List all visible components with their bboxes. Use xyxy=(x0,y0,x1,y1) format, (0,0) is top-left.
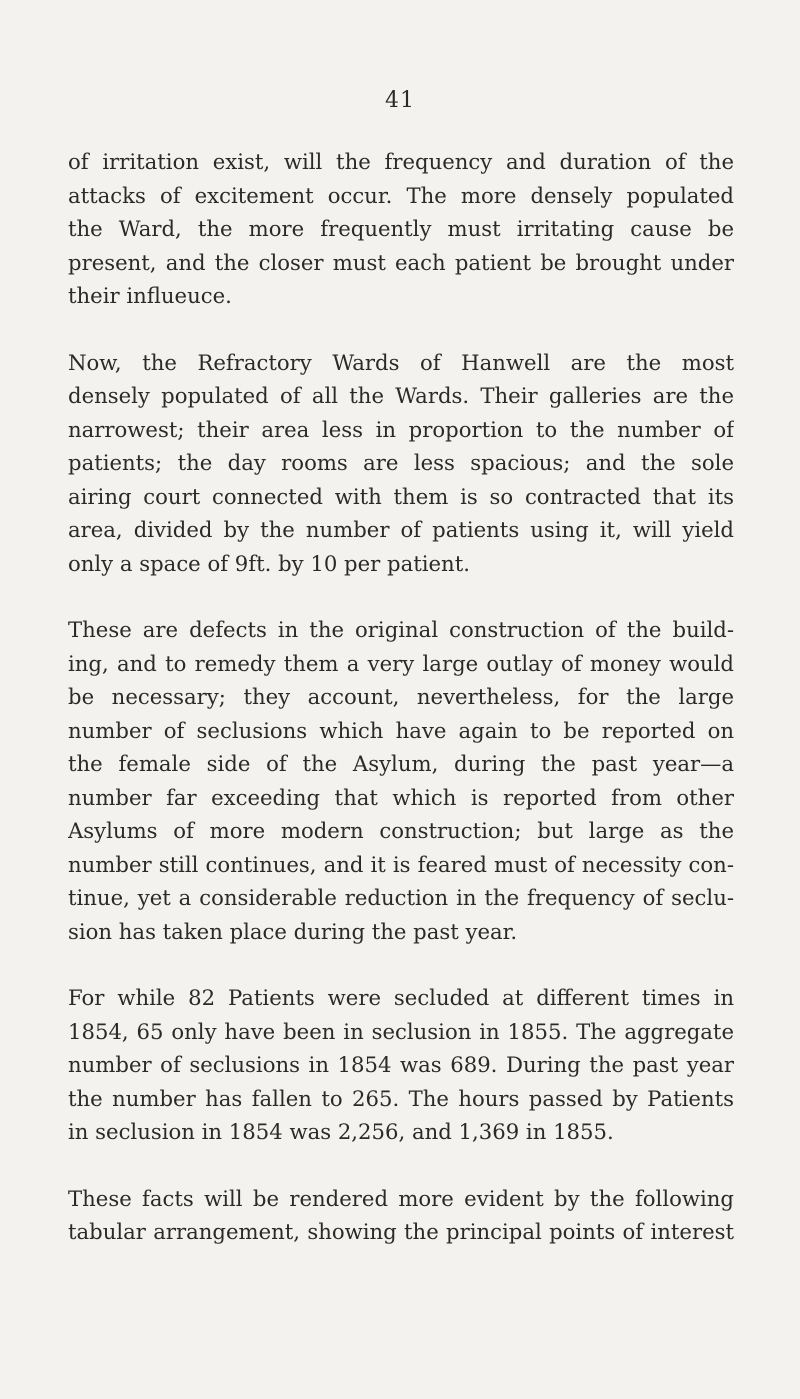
text-line: the number has fallen to 265. The hours passed by Patients xyxy=(68,1085,734,1111)
text-line: number far exceeding that which is reported from other xyxy=(68,784,734,810)
text-line: narrowest; their area less in proportion to the number of xyxy=(68,416,734,442)
text-line: These facts will be rendered more evident by the following xyxy=(68,1185,734,1211)
text-line: tabular arrangement, showing the principal points of interest xyxy=(68,1219,734,1244)
text-line: number still continues, and it is feared must of necessity con- xyxy=(68,851,734,877)
text-line: their influeuce. xyxy=(68,283,232,308)
text-line: ing, and to remedy them a very large outlay of money would xyxy=(68,650,734,676)
paragraph-5 xyxy=(68,1182,734,1249)
text-line: airing court connected with them is so contracted that its xyxy=(68,483,734,509)
paragraph-1 xyxy=(68,145,734,313)
page-number: 41 xyxy=(385,88,415,113)
body-text xyxy=(68,145,734,1282)
text-line: only a space of 9ft. by 10 per patient. xyxy=(68,550,470,576)
paragraph-3 xyxy=(68,613,734,948)
text-line: Now, the Refractory Wards of Hanwell are the most xyxy=(68,349,734,375)
text-line: present, and the closer must each patient be brought under xyxy=(68,249,734,275)
text-line: patients; the day rooms are less spacious; and the sole xyxy=(68,450,734,475)
text-line: 1854, 65 only have been in seclusion in 1855. The aggregate xyxy=(68,1018,734,1044)
text-line: These are defects in the original construction of the build- xyxy=(68,617,734,642)
text-line: number of seclusions which have again to be reported on xyxy=(68,717,734,743)
text-line: of irritation exist, will the frequency and duration of the xyxy=(68,149,734,174)
paragraph-2 xyxy=(68,346,734,581)
text-line: For while 82 Patients were secluded at different times in xyxy=(68,985,734,1010)
text-line: sion has taken place during the past year. xyxy=(68,918,518,944)
text-line: the female side of the Asylum, during the past year—a xyxy=(68,751,734,776)
text-line: attacks of excitement occur. The more densely populated xyxy=(68,182,734,208)
text-line: area, divided by the number of patients using it, will yield xyxy=(68,517,734,542)
text-line: tinue, yet a considerable reduction in the frequency of seclu- xyxy=(68,885,734,910)
text-line: be necessary; they account, nevertheless, for the large xyxy=(68,684,734,709)
text-line: in seclusion in 1854 was 2,256, and 1,369 in 1855. xyxy=(68,1119,614,1144)
paragraph-4 xyxy=(68,981,734,1149)
text-line: the Ward, the more frequently must irritating cause be xyxy=(68,216,734,241)
text-line: densely populated of all the Wards. Their galleries are the xyxy=(68,383,734,408)
text-line: number of seclusions in 1854 was 689. During the past year xyxy=(68,1052,734,1077)
text-line: Asylums of more modern construction; but large as the xyxy=(68,818,734,843)
